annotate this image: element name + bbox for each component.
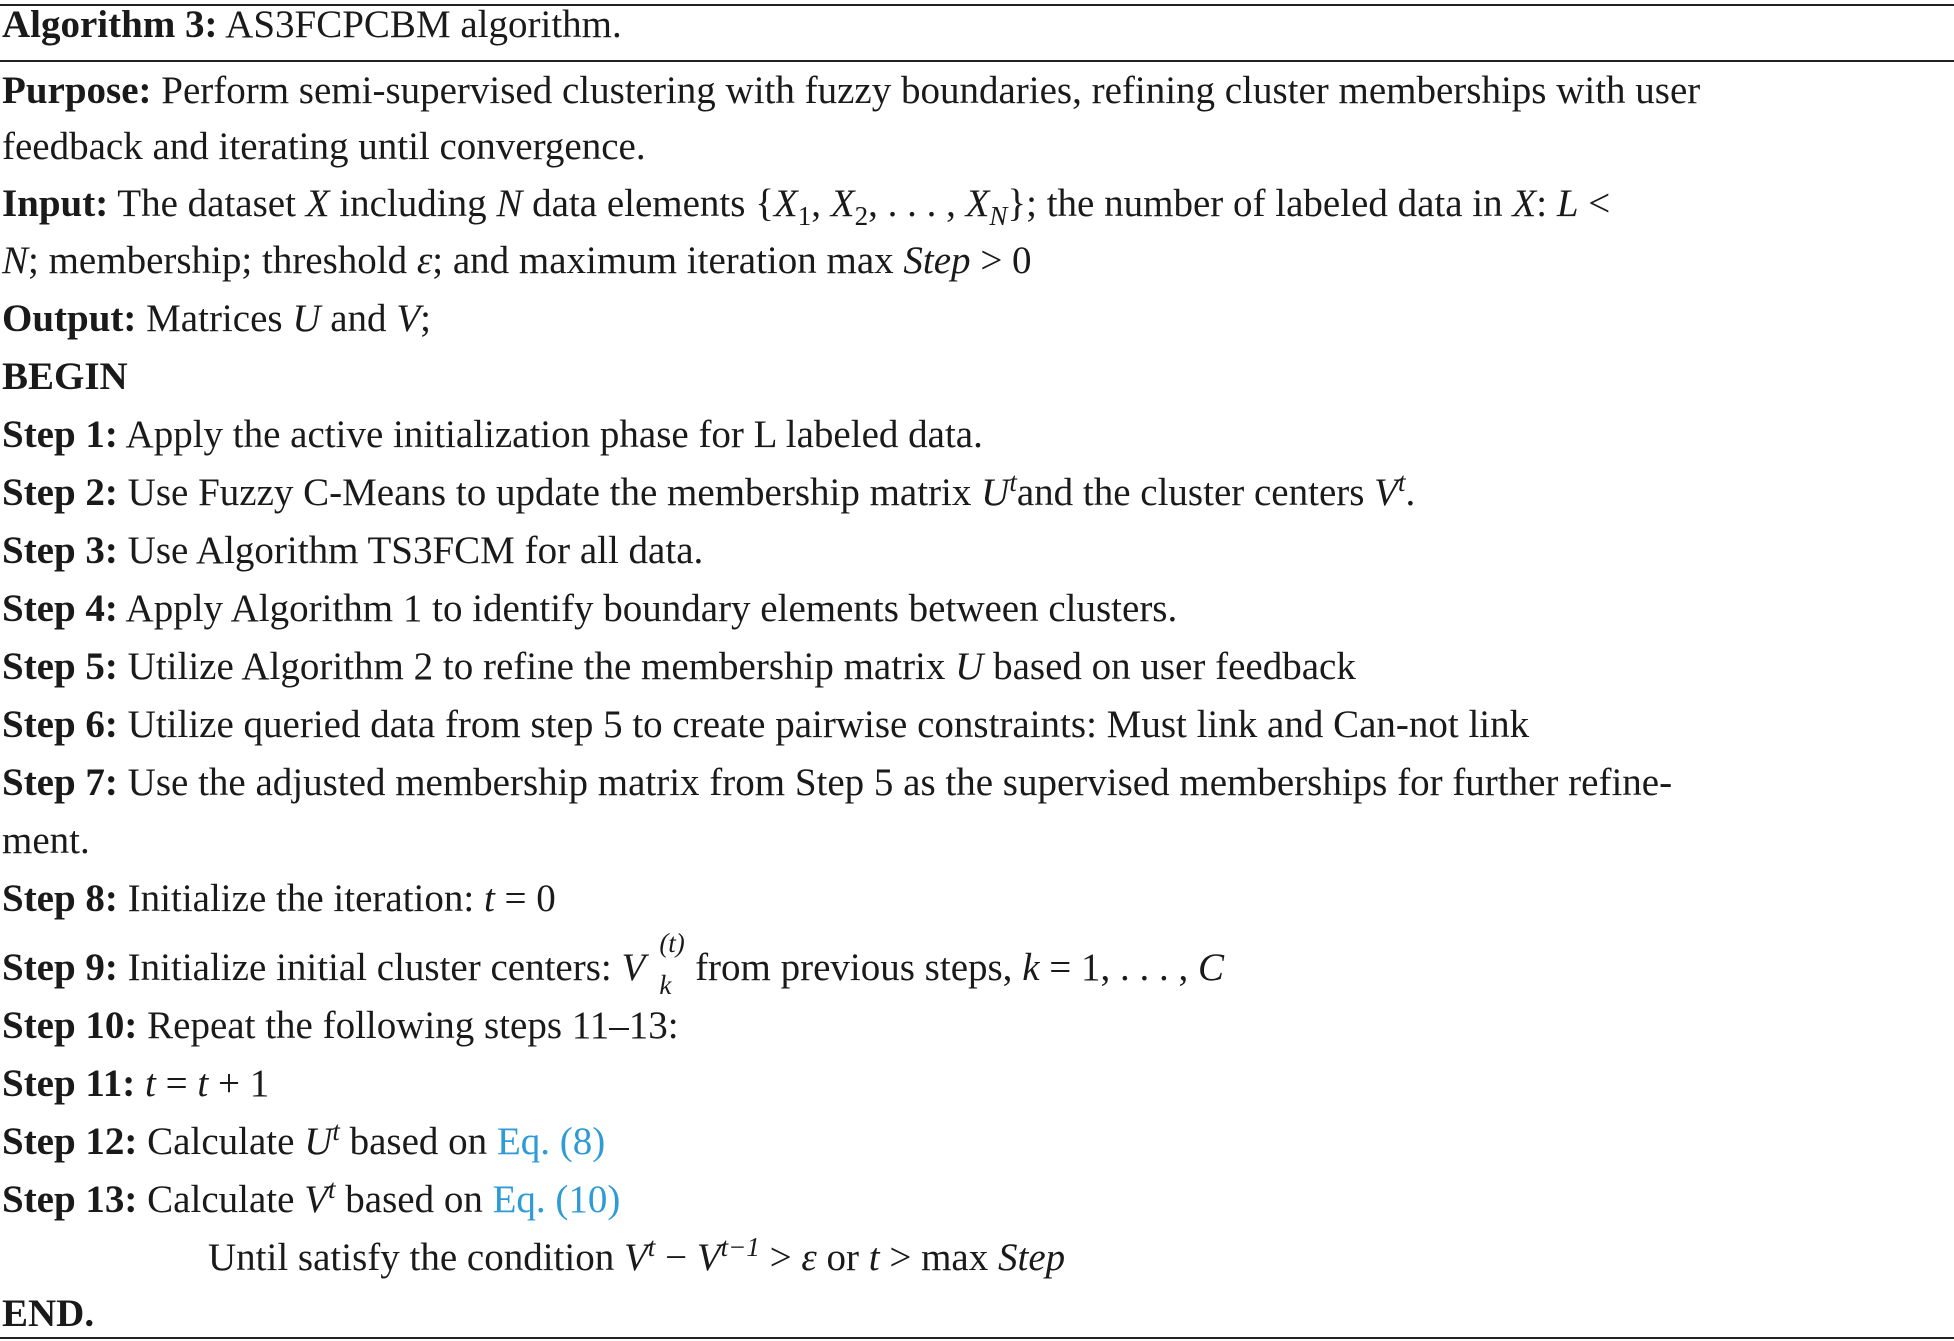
input-text: data elements {	[522, 182, 774, 225]
math-var: V	[396, 297, 421, 340]
step-11	[2, 1061, 269, 1107]
step-5	[2, 644, 1356, 690]
math-subscript: k	[659, 970, 672, 1000]
math-superscript: (t)	[659, 928, 685, 958]
step-text: Use Algorithm TS3FCM for all data.	[127, 529, 704, 572]
math-superscript: t	[332, 1116, 340, 1146]
math-var: ε	[416, 239, 433, 282]
step-3	[2, 528, 703, 574]
step-2	[2, 467, 1416, 516]
step-13	[2, 1174, 621, 1223]
step-text: =	[155, 1062, 198, 1105]
input-text: , . . . ,	[868, 182, 966, 225]
input-text: including	[329, 182, 497, 225]
until-text: −	[655, 1236, 697, 1279]
until-text: Until satisfy the condition	[208, 1236, 624, 1279]
step-label: Step 9:	[2, 946, 118, 989]
math-var: X	[773, 182, 798, 225]
math-var: X	[830, 182, 855, 225]
step-label: Step 1:	[2, 413, 118, 456]
step-text: Utilize queried data from step 5 to create pairwise constraints: Must link and Can-not link	[127, 703, 1530, 746]
math-var: U	[304, 1120, 333, 1163]
step-8	[2, 876, 556, 922]
purpose-line-2	[2, 124, 646, 170]
begin-keyword: BEGIN	[2, 355, 128, 398]
step-label: Step 11:	[2, 1062, 136, 1105]
math-var: X	[1512, 182, 1537, 225]
step-text: + 1	[208, 1062, 270, 1105]
step-text: based on	[335, 1178, 493, 1221]
step-4	[2, 586, 1177, 632]
math-var: ε	[801, 1236, 817, 1279]
step-text: Apply Algorithm 1 to identify boundary elements between clusters.	[125, 587, 1178, 630]
input-label: Input:	[2, 182, 109, 225]
input-text: :	[1536, 182, 1557, 225]
bottom-rule	[0, 1337, 1954, 1339]
until-text: > max	[879, 1236, 998, 1279]
output-text: Matrices	[146, 297, 293, 340]
math-var: U	[292, 297, 321, 340]
step-label: Step 2:	[2, 471, 118, 514]
math-superscript: t	[1398, 467, 1406, 497]
input-text: > 0	[970, 239, 1032, 282]
step-text: = 0	[494, 877, 556, 920]
step-label: Step 5:	[2, 645, 118, 688]
math-superscript: t	[328, 1174, 336, 1204]
math-superscript: t	[647, 1232, 656, 1262]
step-text: Use Fuzzy C-Means to update the membership matrix	[127, 471, 982, 514]
step-text: Repeat the following steps 11–13:	[147, 1004, 679, 1047]
step-text: based on	[339, 1120, 497, 1163]
math-var: C	[1198, 946, 1225, 989]
math-var: V	[696, 1236, 721, 1279]
step-7	[2, 760, 1672, 806]
math-superscript: t	[1009, 467, 1017, 497]
step-label: Step 8:	[2, 877, 118, 920]
input-text: <	[1578, 182, 1611, 225]
purpose-text-1: Perform semi-supervised clustering with fuzzy boundaries, refining cluster memberships with user	[161, 69, 1701, 112]
input-text: ,	[811, 182, 831, 225]
math-var: V	[623, 1236, 648, 1279]
math-var: U	[955, 645, 984, 688]
step-text: and the cluster centers	[1016, 471, 1375, 514]
purpose-text-2: feedback and iterating until convergence.	[2, 125, 646, 168]
algorithm-title	[2, 2, 622, 48]
step-label: Step 7:	[2, 761, 118, 804]
step-label: Step 10:	[2, 1004, 138, 1047]
output-text: and	[320, 297, 397, 340]
math-var: U	[981, 471, 1010, 514]
math-subscript: 2	[854, 200, 869, 231]
math-var: X	[965, 182, 990, 225]
math-subscript: N	[989, 200, 1008, 231]
input-text: }; the number of labeled data in	[1007, 182, 1513, 225]
output-text: ;	[420, 297, 431, 340]
step-6	[2, 702, 1529, 748]
purpose-line-1	[2, 68, 1700, 114]
purpose-label: Purpose:	[2, 69, 152, 112]
until-text: or	[816, 1236, 869, 1279]
step-text: Calculate	[147, 1120, 305, 1163]
equation-8-link[interactable]: Eq. (8)	[496, 1120, 606, 1163]
equation-10-link[interactable]: Eq. (10)	[492, 1178, 621, 1221]
header-rule	[0, 60, 1954, 62]
math-var: t	[197, 1062, 209, 1105]
step-text: based on user feedback	[983, 645, 1356, 688]
step-label: Step 12:	[2, 1120, 138, 1163]
algorithm-label: Algorithm 3:	[2, 3, 218, 46]
math-var: V	[621, 946, 646, 989]
math-var: X	[305, 182, 330, 225]
math-var: L	[1556, 182, 1579, 225]
input-line-1	[2, 181, 1611, 231]
math-var: t	[145, 1062, 156, 1105]
input-text: ; membership; threshold	[28, 239, 417, 282]
until-text: >	[759, 1236, 802, 1279]
step-text: Apply the active initialization phase for L labeled data.	[125, 413, 983, 456]
step-1	[2, 412, 983, 458]
math-sub-sup	[645, 928, 685, 1000]
step-text: Utilize Algorithm 2 to refine the membership matrix	[127, 645, 956, 688]
step-label: Step 4:	[2, 587, 118, 630]
output-label: Output:	[2, 297, 137, 340]
step-text: ment.	[2, 819, 90, 862]
step-text: from previous steps,	[685, 946, 1023, 989]
math-subscript: 1	[797, 200, 812, 231]
math-var: t	[868, 1236, 880, 1279]
step-text: Use the adjusted membership matrix from Step 5 as the supervised memberships for further refine-	[127, 761, 1673, 804]
step-12	[2, 1116, 606, 1165]
step-label: Step 3:	[2, 529, 118, 572]
step-label: Step 6:	[2, 703, 118, 746]
step-text: Initialize initial cluster centers:	[127, 946, 622, 989]
math-var: V	[1374, 471, 1398, 514]
step-9	[2, 928, 1225, 1000]
output-line	[2, 296, 431, 342]
math-var: Step	[903, 239, 971, 282]
algorithm-name: AS3FCPCBM algorithm.	[225, 3, 622, 46]
input-text: ; and maximum iteration max	[432, 239, 904, 282]
step-text: .	[1405, 471, 1416, 514]
math-var: Step	[997, 1236, 1066, 1279]
step-text: = 1, . . . ,	[1039, 946, 1198, 989]
math-var: k	[1022, 946, 1040, 989]
math-var: V	[304, 1178, 329, 1221]
math-var: N	[2, 239, 29, 282]
input-line-2	[2, 238, 1032, 284]
input-text: The dataset	[117, 182, 306, 225]
until-condition	[208, 1232, 1066, 1281]
step-text: Calculate	[147, 1178, 305, 1221]
math-var: N	[496, 182, 523, 225]
step-text: Initialize the iteration:	[127, 877, 484, 920]
end-keyword: END.	[2, 1292, 95, 1335]
math-var: t	[483, 877, 495, 920]
math-superscript: t−1	[720, 1232, 760, 1262]
step-10	[2, 1003, 679, 1049]
step-7-continued	[2, 818, 90, 864]
step-label: Step 13:	[2, 1178, 138, 1221]
